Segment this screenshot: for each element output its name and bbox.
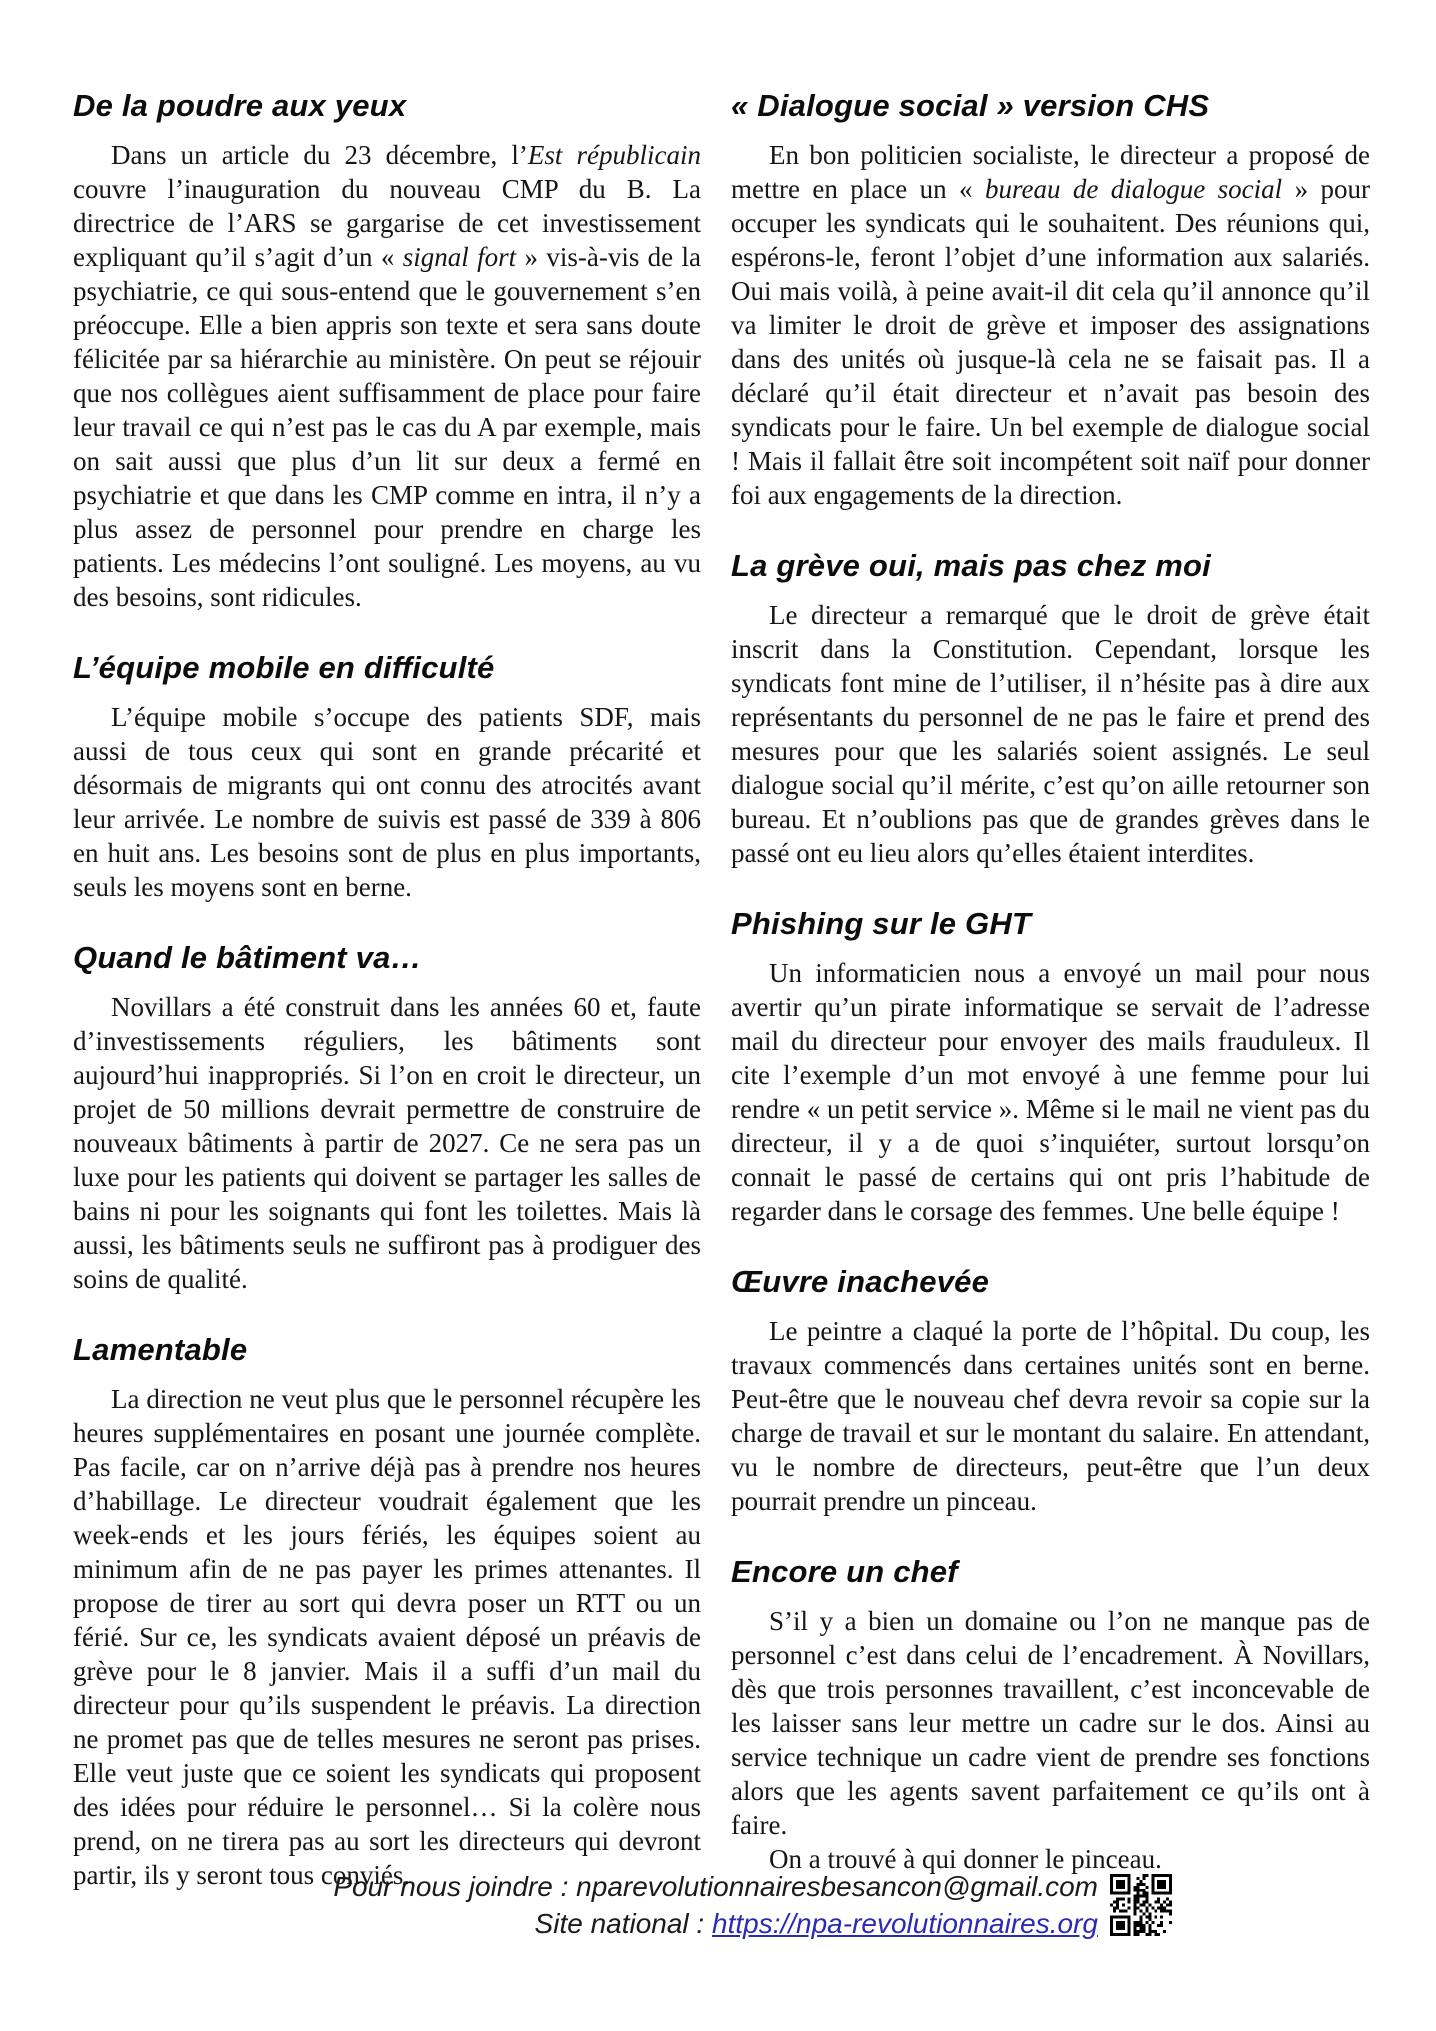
paragraph bbox=[731, 1604, 1370, 1842]
footer-site-line bbox=[333, 1905, 1098, 1942]
text-run: Un informaticien nous a envoyé un mail pour nous avertir qu’un pirate informatique se servait de l’adresse mail du directeur pour envoyer des mails frauduleux. Il cite l’exemple d’un mot envoyé à une femme pour lui rendre « un petit service ». Même si le mail ne vient pas du directeur, il y a de quoi s’inquiéter, surtout lorsqu’on connait le passé de certains qui ont pris l’habitude de regarder dans le corsage des femmes. Une belle équipe ! bbox=[731, 958, 1370, 1226]
section-heading: « Dialogue social » version CHS bbox=[731, 88, 1210, 123]
paragraph bbox=[73, 1382, 701, 1892]
text-run: Le directeur a remarqué que le droit de grève était inscrit dans la Constitution. Cependant, lorsque les syndicats font mine de l’utiliser, il n’hésite pas à dire aux représentants du personnel de ne pas le faire et prend des mesures pour que les salariés soient assignés. Le seul dialogue social qu’il mérite, c’est qu’on aille retourner son bureau. Et n’oublions pas que de grandes grèves dans le passé ont eu lieu alors qu’elles étaient interdites. bbox=[731, 600, 1370, 868]
article-section bbox=[731, 906, 1370, 1228]
paragraph bbox=[73, 700, 701, 904]
text-run: couvre l’inauguration du nouveau CMP du B. La directrice de l’ARS se gargarise de cet investissement expliquant qu’il s’agit d’un « bbox=[73, 174, 701, 272]
article-section bbox=[731, 1264, 1370, 1518]
paragraph bbox=[731, 598, 1370, 870]
footer-contact-label: Pour nous joindre : bbox=[333, 1871, 577, 1902]
text-run: Le peintre a claqué la porte de l’hôpital. Du coup, les travaux commencés dans certaines unités sont en berne. Peut-être que le nouveau chef devra revoir sa copie sur la charge de travail et sur le montant du salaire. En attendant, vu le nombre de directeurs, peut-être que l’un deux pourrait prendre un pinceau. bbox=[731, 1316, 1370, 1516]
article-section bbox=[73, 88, 701, 614]
section-heading: Encore un chef bbox=[731, 1554, 958, 1589]
qr-code-icon bbox=[1110, 1874, 1172, 1936]
text-run: » vis-à-vis de la psychiatrie, ce qui sous-entend que le gouvernement s’en préoccupe. Elle a bien appris son texte et sera sans doute félicitée par sa hiérarchie au ministère. On peut se réjouir que nos collègues aient suffisamment de place pour faire leur travail ce qui n’est pas le cas du A par exemple, mais on sait aussi que plus d’un lit sur deux a fermé en psychiatrie et que dans les CMP comme en intra, il n’y a plus assez de personnel pour prendre en charge les patients. Les médecins l’ont souligné. Les moyens, au vu des besoins, sont ridicules. bbox=[73, 242, 702, 612]
footer bbox=[72, 1868, 1172, 1942]
paragraph bbox=[731, 138, 1370, 512]
paragraph bbox=[731, 1314, 1370, 1518]
article-section bbox=[73, 1332, 701, 1892]
text-run: En bon politicien socialiste, le directeur a proposé de mettre en place un « bbox=[731, 140, 1370, 204]
article-section bbox=[73, 650, 701, 904]
left-column bbox=[73, 84, 701, 1892]
right-column bbox=[731, 84, 1370, 1876]
text-run: S’il y a bien un domaine ou l’on ne manque pas de personnel c’est dans celui de l’encadrement. À Novillars, dès que trois personnes travaillent, c’est inconcevable de les laisser sans leur mettre un cadre sur le dos. Ainsi au service technique un cadre vient de prendre ses fonctions alors que les agents savent parfaitement ce qu’ils ont à faire. bbox=[731, 1606, 1370, 1840]
paragraph bbox=[73, 138, 701, 614]
article-section bbox=[731, 1554, 1370, 1876]
section-heading: Œuvre inachevée bbox=[731, 1264, 990, 1299]
footer-contact-email: nparevolutionnairesbesancon@gmail.com bbox=[576, 1871, 1098, 1902]
section-heading: La grève oui, mais pas chez moi bbox=[731, 548, 1211, 583]
text-run: bureau de dialogue social bbox=[984, 174, 1283, 204]
text-run: Novillars a été construit dans les années 60 et, faute d’investissements réguliers, les bâtiments sont aujourd’hui inappropriés. Si l’on en croit le directeur, un projet de 50 millions devrait permettre de construire de nouveaux bâtiments à partir de 2027. Ce ne sera pas un luxe pour les patients qui doivent se partager les salles de bains ni pour les soignants qui font les toilettes. Mais là aussi, les bâtiments seuls ne suffiront pas à prodiguer des soins de qualité. bbox=[73, 992, 701, 1294]
footer-contact-line bbox=[333, 1868, 1098, 1905]
text-run: On a trouvé à qui donner le pinceau. bbox=[769, 1844, 1162, 1874]
article-section bbox=[731, 548, 1370, 870]
section-heading: Phishing sur le GHT bbox=[731, 906, 1032, 941]
section-heading: Quand le bâtiment va… bbox=[73, 940, 422, 975]
paragraph bbox=[73, 990, 701, 1296]
text-run: Dans un article du 23 décembre, l’ bbox=[111, 140, 528, 170]
footer-site-label: Site national : bbox=[534, 1908, 712, 1939]
section-heading: Lamentable bbox=[73, 1332, 248, 1367]
article-section bbox=[73, 940, 701, 1296]
site-link[interactable]: https://npa-revolutionnaires.org bbox=[712, 1908, 1098, 1939]
text-run: La direction ne veut plus que le personnel récupère les heures supplémentaires en posant une journée complète. Pas facile, car on n’arrive déjà pas à prendre nos heures d’habillage. Le directeur voudrait également que les week-ends et les jours fériés, les équipes soient au minimum afin de ne pas payer les primes attenantes. Il propose de tirer au sort qui devra poser un RTT ou un férié. Sur ce, les syndicats avaient déposé un préavis de grève pour le 8 janvier. Mais il a suffi d’un mail du directeur pour qu’ils suspendent le préavis. La direction ne promet pas que de telles mesures ne seront pas prises. Elle veut juste que ce soient les syndicats qui proposent des idées pour réduire le personnel… Si la colère nous prend, on ne tirera pas au sort les directeurs qui devront partir, ils y seront tous conviés. bbox=[73, 1384, 701, 1890]
article-section bbox=[731, 88, 1370, 512]
paragraph bbox=[731, 956, 1370, 1228]
section-heading: L’équipe mobile en difficulté bbox=[73, 650, 495, 685]
section-heading: De la poudre aux yeux bbox=[73, 88, 407, 123]
text-run: Est républicain bbox=[527, 140, 702, 170]
footer-text bbox=[333, 1868, 1098, 1942]
text-run: signal fort bbox=[402, 242, 517, 272]
text-run: L’équipe mobile s’occupe des patients SDF, mais aussi de tous ceux qui sont en grande précarité et désormais de migrants qui ont connu des atrocités avant leur arrivée. Le nombre de suivis est passé de 339 à 806 en huit ans. Les besoins sont de plus en plus importants, seuls les moyens sont en berne. bbox=[73, 702, 701, 902]
text-run: » pour occuper les syndicats qui le souhaitent. Des réunions qui, espérons-le, feront l’objet d’une information aux salariés. Oui mais voilà, à peine avait-il dit cela qu’il annonce qu’il va limiter le droit de grève et imposer des assignations dans des unités où jusque-là cela ne se faisait pas. Il a déclaré qu’il était directeur et n’avait pas besoin des syndicats pour le faire. Un bel exemple de dialogue social ! Mais il fallait être soit incompétent soit naïf pour donner foi aux engagements de la direction. bbox=[731, 174, 1370, 510]
